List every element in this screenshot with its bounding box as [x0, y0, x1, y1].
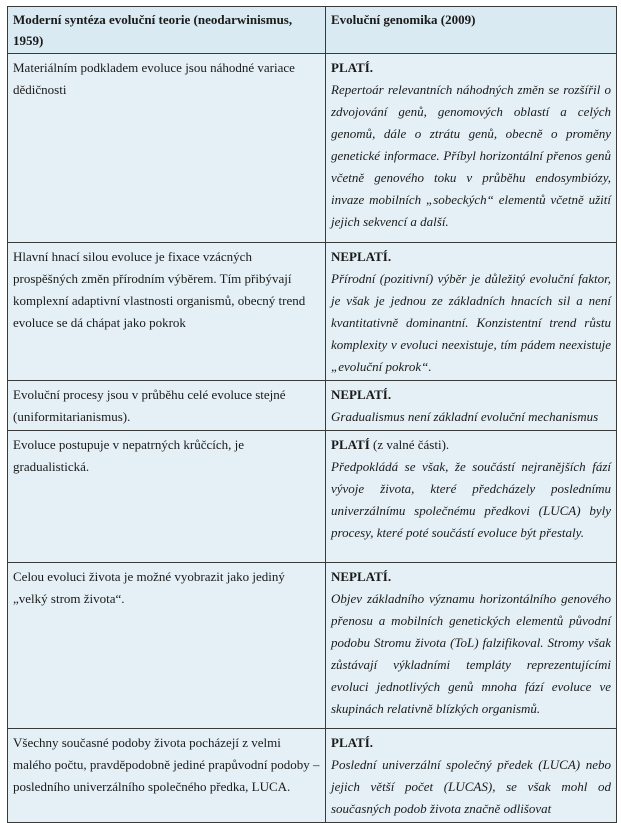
- verdict-note: (z valné části).: [369, 437, 450, 452]
- verdict-text: PLATÍ: [331, 437, 370, 452]
- claim-text: Evoluční procesy jsou v průběhu celé evoluce stejné (uniformitarianismus).: [13, 387, 286, 424]
- verdict-label: [331, 732, 611, 754]
- verdict-label: [331, 434, 611, 456]
- table-row: [8, 431, 617, 563]
- claim-cell: [8, 381, 326, 431]
- verdict-text: NEPLATÍ.: [331, 387, 392, 402]
- claim-cell: [8, 431, 326, 563]
- assessment-detail: Objev základního významu horizontálního genového přenosu a mobilních genetických elementů původní podobu Stromu života (ToL) falzifikoval. Stromy však zůstávají výkladními templáty reprezentujícími evoluci jednotlivých genů mnoha fází evoluce ve skupinách relativně blízkých organismů.: [331, 591, 611, 716]
- claim-text: Materiálním podkladem evoluce jsou náhodné variace dědičnosti: [13, 60, 295, 97]
- verdict-text: PLATÍ.: [331, 60, 374, 75]
- assessment-cell: [326, 431, 617, 563]
- table-row: [8, 729, 617, 823]
- assessment-detail: Přírodní (pozitivní) výběr je důležitý evoluční faktor, je však je jednou ze základních hnacích sil a není kvantitativně dominantní. Konzistentní trend růstu komplexity v evoluci neexistuje, tím pádem neexistuje „evoluční pokrok“.: [331, 271, 611, 374]
- claim-cell: [8, 563, 326, 729]
- assessment-detail: Repertoár relevantních náhodných změn se rozšířil o zdvojování genů, genomových oblastí a celých genomů, dále o ztrátu genů, obecně o proměny genetické informace. Příbyl horizontální přenos genů včetně genového toku v průběhu endosymbiózy, invaze mobilních „sobeckých“ elementů včetně užití jejich sekvencí a další.: [331, 82, 611, 229]
- claim-cell: [8, 243, 326, 381]
- table-header-row: [8, 7, 617, 54]
- verdict-label: [331, 57, 611, 79]
- verdict-text: PLATÍ.: [331, 735, 374, 750]
- claim-text: Všechny současné podoby života pocházejí z velmi malého počtu, pravděpodobně jediné prapůvodní podoby – posledního univerzálního společného předka, LUCA.: [13, 735, 320, 794]
- claim-text: Celou evoluci života je možné vyobrazit jako jediný „velký strom života“.: [13, 569, 285, 606]
- header-modern-synthesis: Moderní syntéza evoluční teorie (neodarwinismus, 1959): [8, 7, 326, 54]
- claim-text: Hlavní hnací silou evoluce je fixace vzácných prospěšných změn přírodním výběrem. Tím přibývají komplexní adaptivní vlastnosti organismů, obecný trend evoluce se dá chápat jako pokrok: [13, 249, 306, 330]
- table-row: [8, 54, 617, 243]
- assessment-detail: Poslední univerzální společný předek (LUCA) nebo jejich větší počet (LUCAS), se však mohl od současných podob života značně odlišovat: [331, 757, 611, 816]
- table-row: [8, 381, 617, 431]
- table-row: [8, 563, 617, 729]
- table-row: [8, 243, 617, 381]
- claim-cell: [8, 729, 326, 823]
- verdict-text: NEPLATÍ.: [331, 569, 392, 584]
- comparison-table: [7, 6, 617, 823]
- header-evolutionary-genomics: Evoluční genomika (2009): [326, 7, 617, 54]
- assessment-detail: Předpokládá se však, že součástí nejranějších fází vývoje života, které předcházely poslednímu univerzálnímu společnému předkovi (LUCA) byly procesy, které poté součástí evoluce být přestaly.: [331, 459, 611, 540]
- claim-text: Evoluce postupuje v nepatrných krůčcích, je gradualistická.: [13, 437, 245, 474]
- assessment-cell: [326, 729, 617, 823]
- verdict-text: NEPLATÍ.: [331, 249, 392, 264]
- assessment-detail: Gradualismus není základní evoluční mechanismus: [331, 409, 599, 424]
- assessment-cell: [326, 243, 617, 381]
- table-body: [8, 7, 617, 823]
- assessment-cell: [326, 54, 617, 243]
- assessment-cell: [326, 381, 617, 431]
- verdict-label: [331, 566, 611, 588]
- verdict-label: [331, 246, 611, 268]
- verdict-label: [331, 384, 611, 406]
- claim-cell: [8, 54, 326, 243]
- assessment-cell: [326, 563, 617, 729]
